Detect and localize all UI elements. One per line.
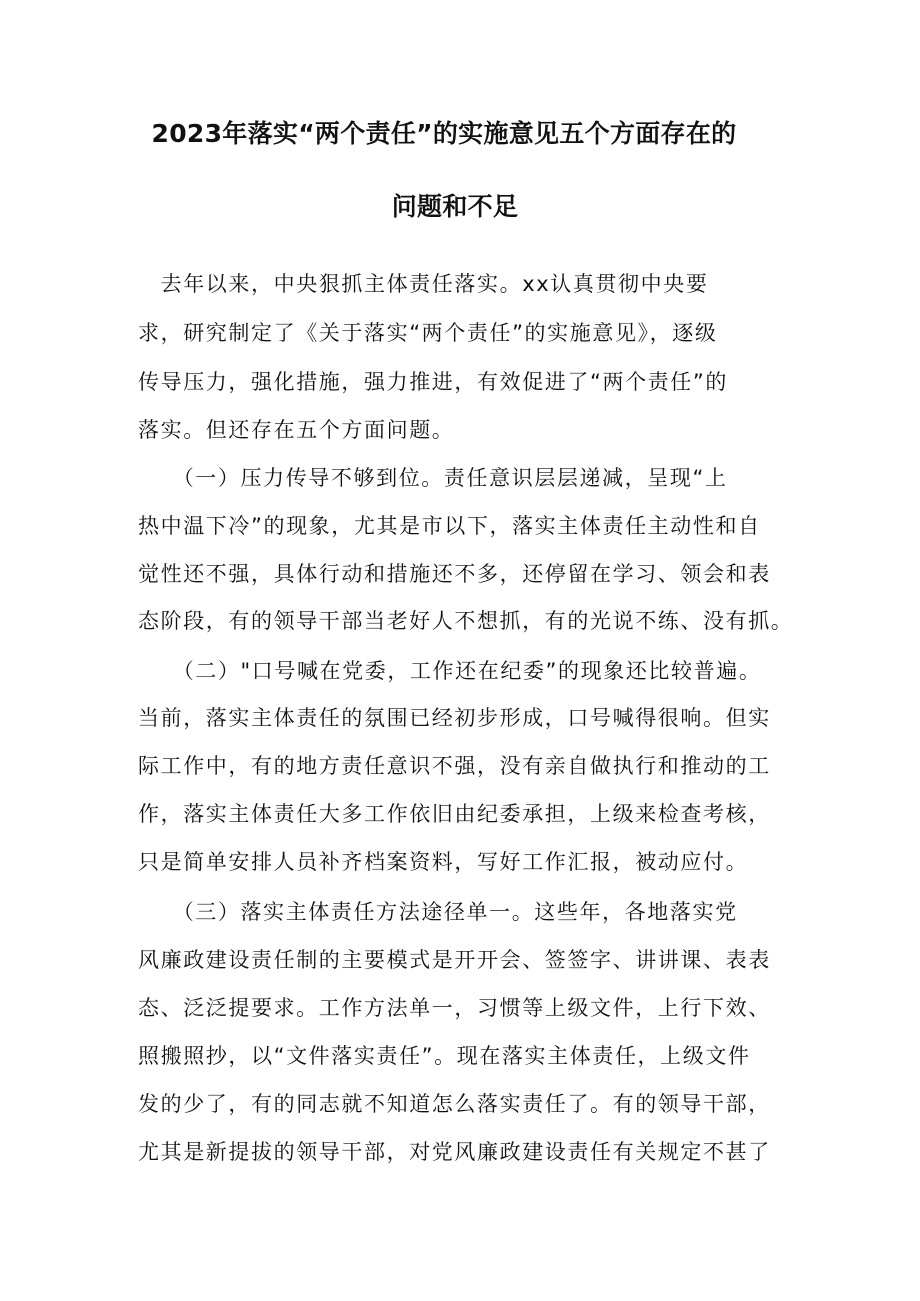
body-line-5: （一）压力传导不够到位。责任意识层层递减，呈现“上 — [138, 466, 728, 490]
body-line-1: 去年以来，中央狠抓主体责任落实。xx认真贯彻中央要 — [138, 272, 709, 296]
body-line-9: （二）"口号喊在党委，工作还在纪委”的现象还比较普遍。 — [138, 659, 762, 683]
body-line-8: 态阶段，有的领导干部当老好人不想抓，有的光说不练、没有抓。 — [138, 609, 794, 633]
body-line-14: （三）落实主体责任方法途径单一。这些年，各地落实党 — [138, 900, 738, 924]
document-title-line-1: 2023年落实“两个责任”的实施意见五个方面存在的 — [151, 119, 737, 148]
body-line-12: 作，落实主体责任大多工作依旧由纪委承担，上级来检查考核， — [138, 802, 771, 826]
body-line-15: 风廉政建设责任制的主要模式是开开会、签签字、讲讲课、表表 — [138, 948, 771, 972]
body-line-18: 发的少了，有的同志就不知道怎么落实责任了。有的领导干部， — [138, 1092, 771, 1116]
body-line-6: 热中温下冷”的现象，尤其是市以下，落实主体责任主动性和自 — [138, 514, 761, 538]
body-line-16: 态、泛泛提要求。工作方法单一，习惯等上级文件，上行下效、 — [138, 996, 771, 1020]
body-line-4: 落实。但还存在五个方面问题。 — [138, 418, 455, 442]
body-line-11: 际工作中，有的地方责任意识不强，没有亲自做执行和推动的工 — [138, 754, 771, 778]
body-line-13: 只是简单安排人员补齐档案资料，写好工作汇报，被动应付。 — [138, 850, 749, 874]
body-line-17: 照搬照抄，以“文件落实责任”。现在落实主体责任，上级文件 — [138, 1044, 751, 1068]
body-line-10: 当前，落实主体责任的氛围已经初步形成，口号喊得很响。但实 — [138, 706, 771, 730]
body-line-7: 觉性还不强，具体行动和措施还不多，还停留在学习、领会和表 — [138, 562, 771, 586]
document-title-line-2: 问题和不足 — [391, 192, 519, 221]
body-line-3: 传导压力，强化措施，强力推进，有效促进了“两个责任”的 — [138, 370, 728, 394]
body-line-19: 尤其是新提拔的领导干部，对党风廉政建设责任有关规定不甚了 — [138, 1140, 771, 1164]
body-line-2: 求，研究制定了《关于落实“两个责任”的实施意见》，逐级 — [138, 321, 718, 345]
